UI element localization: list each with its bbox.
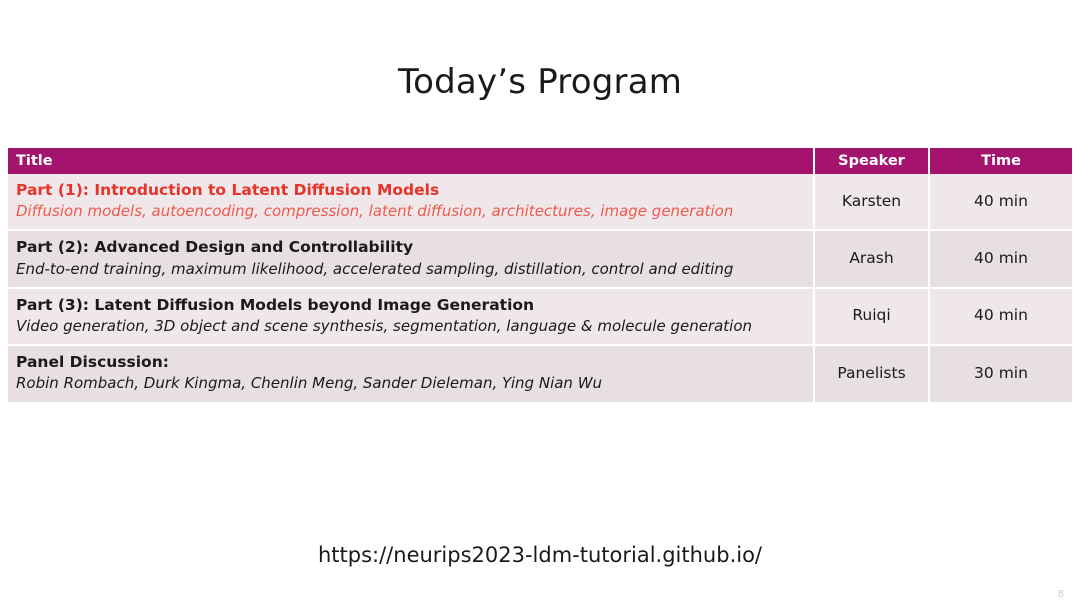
row-title-sub: Robin Rombach, Durk Kingma, Chenlin Meng, Sander Dieleman, Ying Nian Wu	[16, 374, 603, 393]
tutorial-website-link[interactable]: https://neurips2023-ldm-tutorial.github.io/	[317, 543, 763, 567]
row-speaker-cell: Arash	[814, 230, 929, 287]
column-header-time: Time	[929, 148, 1072, 174]
table-body	[8, 174, 1072, 403]
page-number: 8	[1057, 589, 1064, 600]
column-header-title: Title	[8, 148, 814, 174]
row-title-main: Part (1): Introduction to Latent Diffusion Models	[16, 181, 440, 199]
table-row	[8, 288, 1072, 345]
row-title-main: Part (2): Advanced Design and Controllability	[16, 238, 414, 257]
row-title-cell	[8, 345, 814, 402]
row-title-sub: Diffusion models, autoencoding, compression, latent diffusion, architectures, image generation	[16, 202, 734, 221]
column-header-speaker: Speaker	[814, 148, 929, 174]
row-title-cell	[8, 288, 814, 345]
table-row	[8, 230, 1072, 287]
row-time-cell: 30 min	[929, 345, 1072, 402]
table-header	[8, 148, 1072, 174]
table-row	[8, 174, 1072, 230]
row-title-main: Part (3): Latent Diffusion Models beyond Image Generation	[16, 295, 535, 314]
row-speaker-cell: Ruiqi	[814, 288, 929, 345]
row-title-main: Panel Discussion:	[16, 353, 169, 372]
page-title: Today’s Program	[397, 62, 683, 102]
row-time-cell: 40 min	[929, 288, 1072, 345]
row-speaker-cell: Karsten	[814, 174, 929, 230]
row-speaker-cell: Panelists	[814, 345, 929, 402]
table-row	[8, 345, 1072, 402]
row-title-sub: Video generation, 3D object and scene synthesis, segmentation, language & molecule generation	[16, 316, 753, 335]
program-table	[8, 148, 1072, 404]
row-title-sub: End-to-end training, maximum likelihood, accelerated sampling, distillation, control and editing	[16, 259, 734, 278]
row-title-cell	[8, 174, 814, 230]
row-title-cell	[8, 230, 814, 287]
row-time-cell: 40 min	[929, 174, 1072, 230]
table-header-row	[8, 148, 1072, 174]
row-time-cell: 40 min	[929, 230, 1072, 287]
